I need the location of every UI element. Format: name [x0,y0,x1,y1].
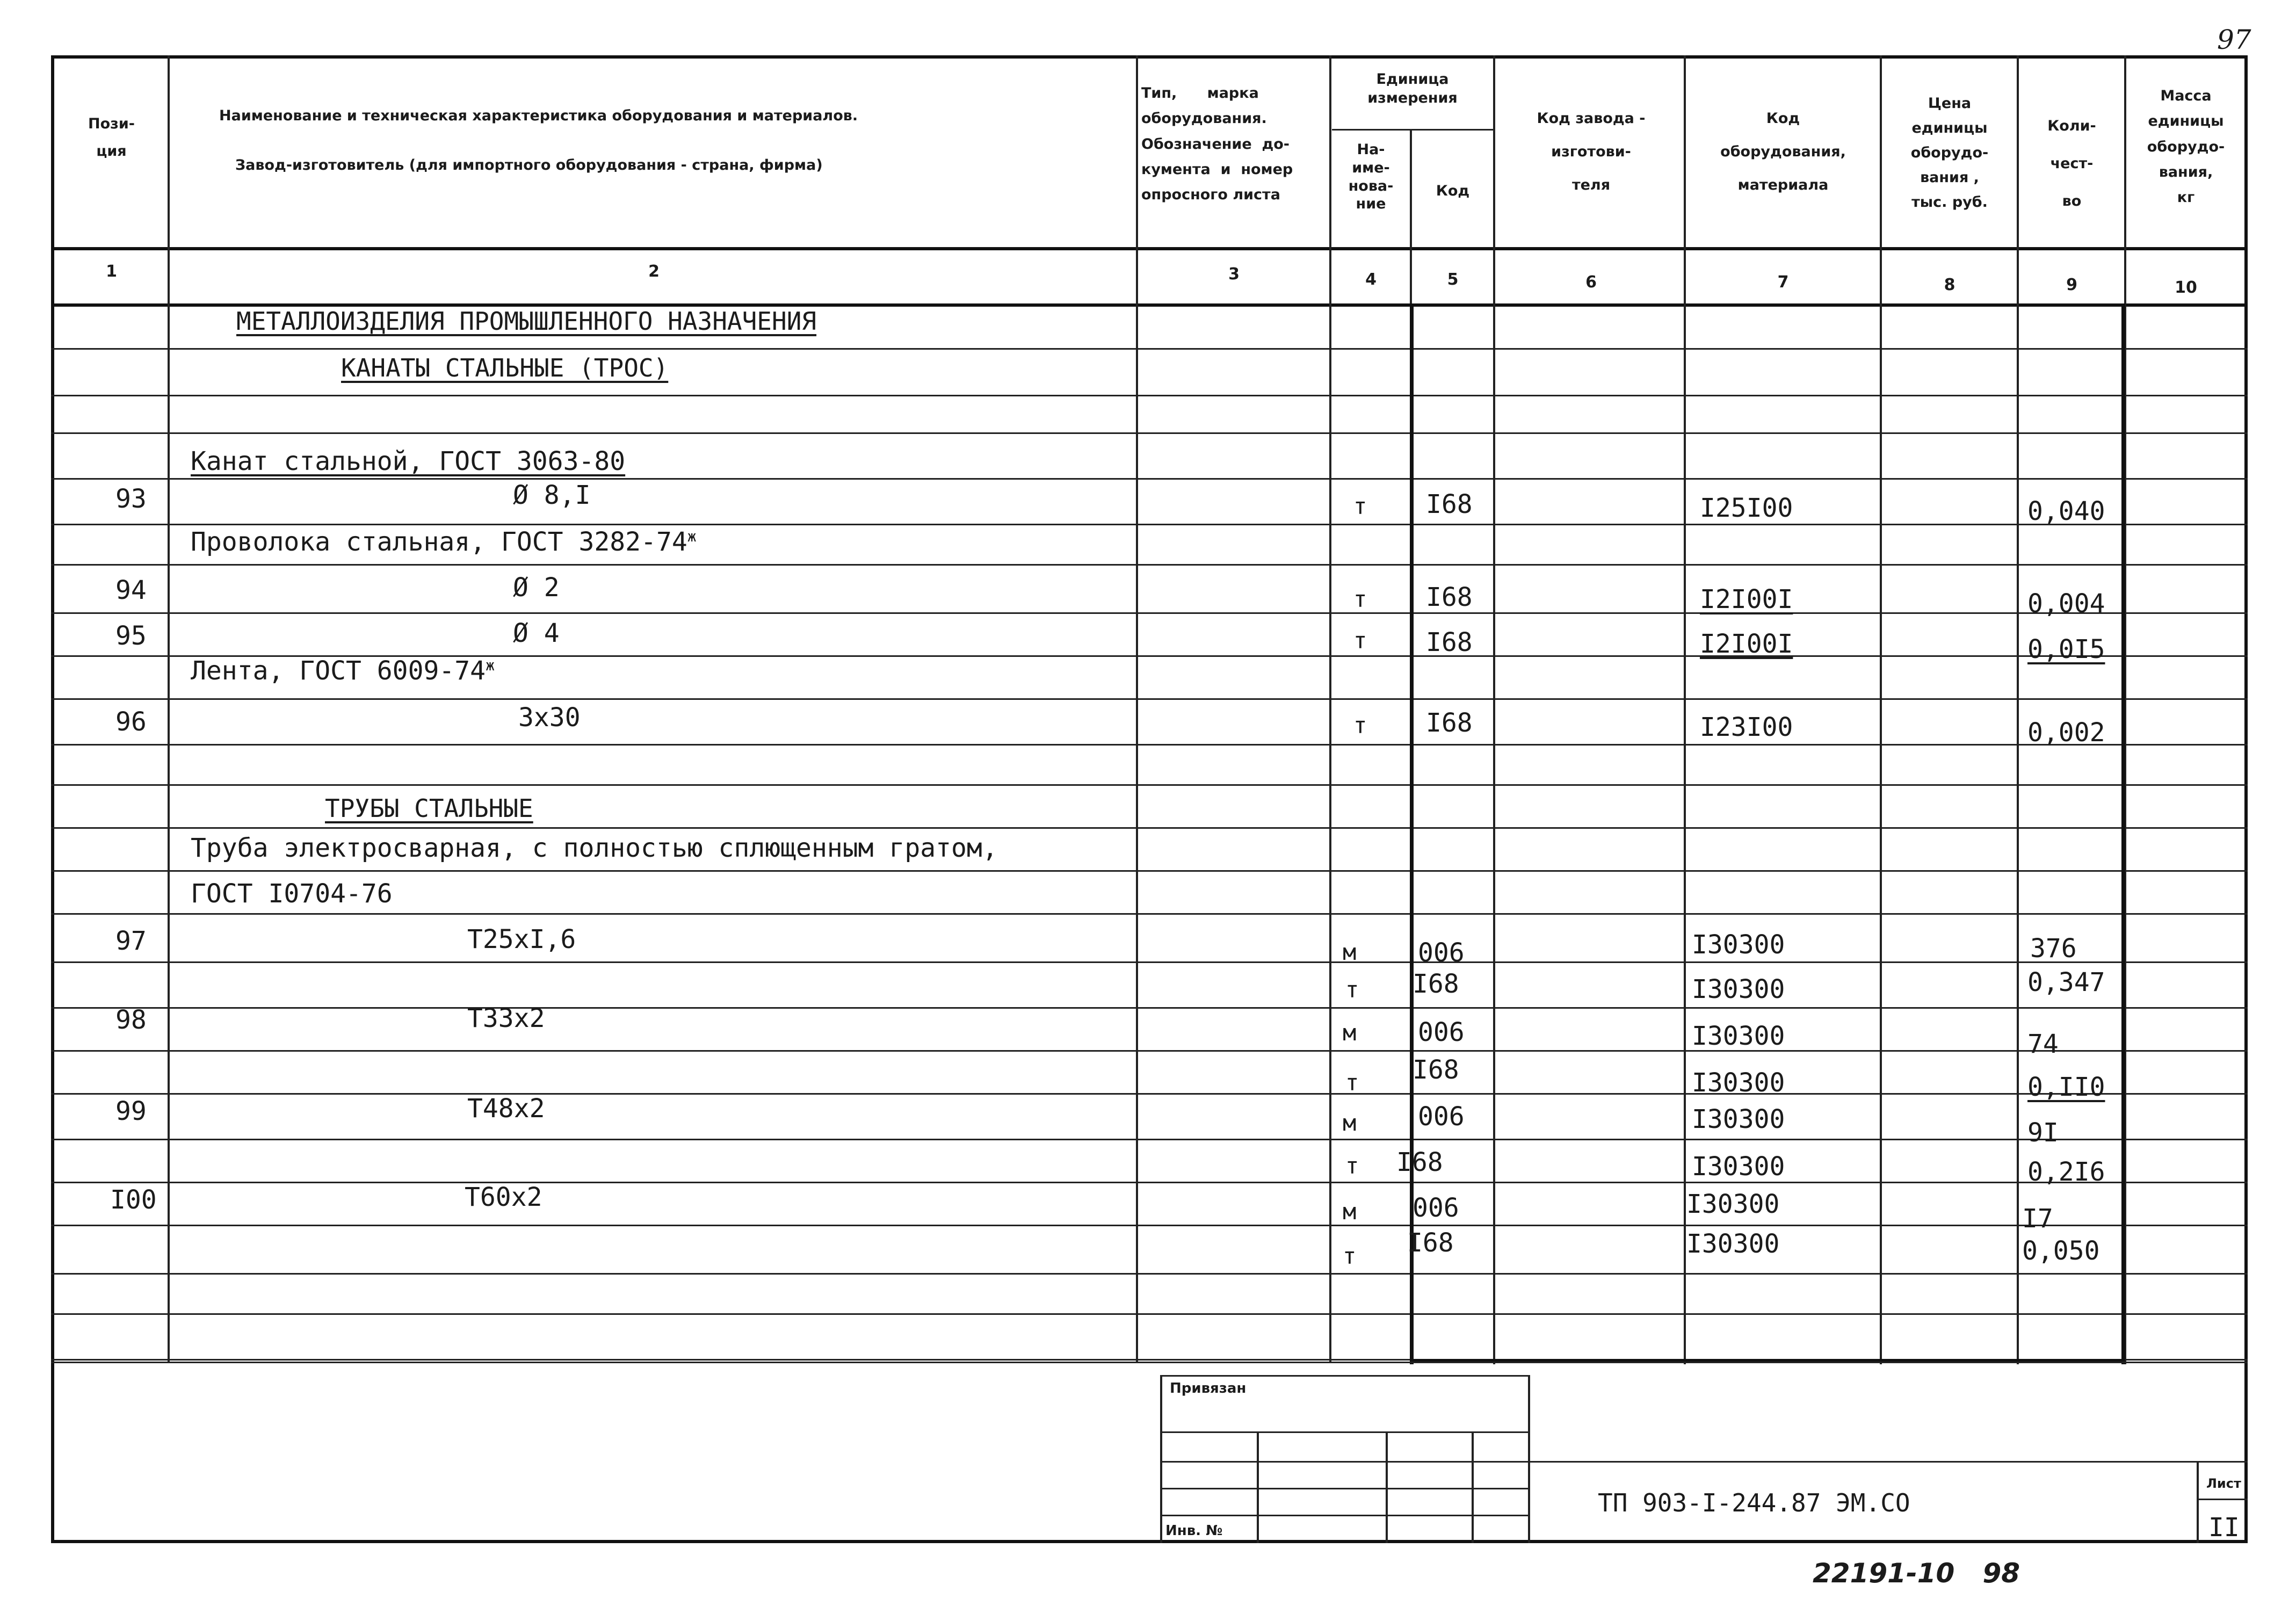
section-title-ropes: КАНАТЫ СТАЛЬНЫЕ (ТРОС) [341,353,669,382]
name-96: 3x30 [518,703,581,733]
bottom-stamp: 22191-10 98 [1813,1558,2020,1589]
row-divider [51,870,2248,872]
pos-96: 96 [115,707,147,737]
header-name-line1: Наименование и техническая характеристика оборудования и материалов. [219,107,858,124]
row-divider [51,1225,2248,1226]
unit-99-t: т [1345,1153,1359,1179]
material-98-m: I30300 [1692,1021,1785,1051]
tb-right [1528,1375,1530,1543]
row-divider [51,1093,2248,1095]
pos-98: 98 [115,1005,147,1035]
sheet-label: Лист [2206,1476,2241,1491]
pos-97: 97 [115,926,147,956]
material-99-t: I30300 [1692,1152,1785,1182]
row-divider [51,348,2248,350]
material-97-m: I30300 [1692,930,1785,960]
material-100-t: I30300 [1686,1229,1780,1259]
unit-98-t: т [1345,1069,1359,1096]
qty-93: 0,040 [2027,496,2105,526]
unit-header-split [1332,129,1493,131]
row-divider [51,432,2248,434]
header-position: Пози- ция [88,115,135,160]
quantity-box-right [2121,303,2125,1364]
inventory-number-label: Инв. № [1165,1523,1223,1539]
code-95: I68 [1426,627,1473,657]
row-divider [51,478,2248,480]
tb-doc-top [1528,1461,2248,1463]
qty-97-m: 376 [2030,934,2077,964]
text-tape [191,658,495,684]
document-code: ТП 903-I-244.87 ЭМ.СО [1598,1488,1910,1517]
text-tape-label: Лента, ГОСТ 6009-74 [191,656,486,686]
code-100-t: I68 [1407,1228,1454,1258]
code-98-t: I68 [1413,1055,1459,1085]
unit-94: т [1353,586,1367,612]
material-93: I25I00 [1700,493,1793,523]
col-divider-3 [1329,55,1331,1363]
section-title-pipes: ТРУБЫ СТАЛЬНЫЕ [325,794,533,823]
col-divider-6 [1684,55,1686,1364]
qty-96: 0,002 [2027,718,2105,748]
header-unit-name: На- име- нова- ние [1348,141,1394,213]
row-divider [51,698,2248,700]
row-divider [51,1273,2248,1275]
header-bottom-line [51,247,2248,250]
material-97-t: I30300 [1692,974,1785,1004]
name-95: Ø 4 [513,618,560,648]
tb-sheet-left [2197,1461,2199,1543]
unit-99-m: м [1343,1110,1357,1136]
row-divider [51,1007,2248,1009]
unit-98-m: м [1343,1019,1357,1046]
tb-col-1 [1257,1431,1259,1543]
header-quantity: Коли- чест- во [2047,118,2096,210]
unit-96: т [1353,712,1367,739]
col-number-4: 4 [1365,270,1377,289]
col-number-2: 2 [648,262,660,281]
col-divider-8 [2017,55,2019,1364]
col-number-1: 1 [106,262,117,281]
name-97: Т25xI,6 [467,924,576,954]
col-divider-7 [1880,55,1882,1364]
col-divider-1 [168,55,170,1363]
col-number-9: 9 [2066,276,2077,294]
qty-99-m: 9I [2027,1118,2059,1148]
text-rope: Канат стальной, ГОСТ 3063-80 [191,446,626,476]
code-93: I68 [1426,489,1473,519]
unit-97-m: м [1343,939,1357,965]
col-number-5: 5 [1447,270,1459,289]
material-100-m: I30300 [1686,1189,1780,1219]
col-number-6: 6 [1585,273,1597,292]
text-wire [191,529,697,555]
header-price: Цена единицы оборудо- вания , тыс. руб. [1910,95,1989,211]
qty-98-m: 74 [2027,1029,2059,1059]
code-97-t: I68 [1413,969,1459,999]
row-divider [51,524,2248,525]
col-divider-2 [1136,55,1138,1363]
row-divider [51,564,2248,566]
material-99-m: I30300 [1692,1104,1785,1134]
code-96: I68 [1426,708,1473,738]
col-number-7: 7 [1777,273,1789,292]
name-98: Т33x2 [467,1003,545,1033]
header-unit-title: Единица измерения [1367,71,1458,107]
text-gost-pipe: ГОСТ I0704-76 [191,879,393,909]
section-title-metal: МЕТАЛЛОИЗДЕЛИЯ ПРОМЫШЛЕННОГО НАЗНАЧЕНИЯ [236,307,817,336]
col-number-3: 3 [1228,265,1240,284]
sheet-number: II [2208,1513,2240,1543]
unit-93: т [1353,493,1367,519]
header-equipment-code: Код оборудования, материала [1720,110,1846,194]
row-divider [51,1139,2248,1140]
qty-98-t: 0,II0 [2027,1072,2105,1102]
tb-col-2 [1386,1431,1388,1543]
col-number-10: 10 [2175,278,2197,297]
page-number-top: 97 [2217,24,2251,55]
code-99-t: I68 [1396,1147,1443,1177]
pos-99: 99 [115,1096,147,1126]
row-divider [51,395,2248,396]
col-number-8: 8 [1944,276,1955,294]
name-99: Т48x2 [467,1094,545,1124]
header-unit-code: Код [1436,183,1470,199]
pos-93: 93 [115,484,147,514]
tb-col-3 [1472,1431,1474,1543]
qty-100-m: I7 [2022,1204,2053,1234]
header-name-line2: Завод-изготовитель (для импортного оборудования - страна, фирма) [235,157,823,173]
row-divider [51,784,2248,786]
pos-94: 94 [115,575,147,605]
qty-95: 0,0I5 [2027,634,2105,664]
col-divider-5 [1493,55,1495,1364]
tb-top [1160,1375,1528,1377]
code-99-m: 006 [1418,1102,1465,1132]
text-tape-sup: ж [486,656,495,674]
unit-97-t: т [1345,976,1359,1003]
material-95: I2I00I [1700,629,1793,659]
material-94: I2I00I [1700,584,1793,614]
code-98-m: 006 [1418,1017,1465,1047]
name-100: Т60x2 [465,1182,542,1212]
code-94: I68 [1426,582,1473,612]
text-pipe: Труба электросварная, с полностью сплющенным гратом, [191,833,998,863]
header-mass: Масса единицы оборудо- вания, кг [2147,88,2225,206]
unit-95: т [1353,627,1367,654]
pos-100: I00 [110,1185,157,1215]
header-factory-code: Код завода - изготови- теля [1537,110,1646,194]
name-93: Ø 8,I [513,480,591,510]
qty-94: 0,004 [2027,589,2105,619]
row-divider [51,1182,2248,1183]
unit-100-m: м [1343,1198,1357,1225]
material-96: I23I00 [1700,712,1793,742]
privyazan-label: Привязан [1170,1380,1247,1397]
row-divider [51,1313,2248,1315]
tb-sheet-split [2197,1499,2248,1500]
code-100-m: 006 [1413,1193,1459,1223]
unit-100-t: т [1343,1243,1357,1269]
row-divider [51,827,2248,829]
row-divider [51,961,2248,963]
header-type: Тип, марка оборудования. Обозначение до- кумента и номер опросного листа [1141,85,1293,203]
tb-left [1160,1375,1162,1543]
material-98-t: I30300 [1692,1068,1785,1098]
row-divider [51,913,2248,915]
title-block-top [51,1362,2248,1363]
code-97-m: 006 [1418,938,1465,968]
qty-100-t: 0,050 [2022,1236,2100,1266]
text-wire-sup: ж [687,527,697,545]
pos-95: 95 [115,621,147,651]
row-divider [51,612,2248,614]
qty-97-t: 0,347 [2027,967,2105,997]
row-divider [51,1050,2248,1052]
name-94: Ø 2 [513,573,560,603]
text-wire-label: Проволока стальная, ГОСТ 3282-74 [191,527,687,557]
qty-99-t: 0,2I6 [2027,1157,2105,1187]
row-divider [51,744,2248,746]
